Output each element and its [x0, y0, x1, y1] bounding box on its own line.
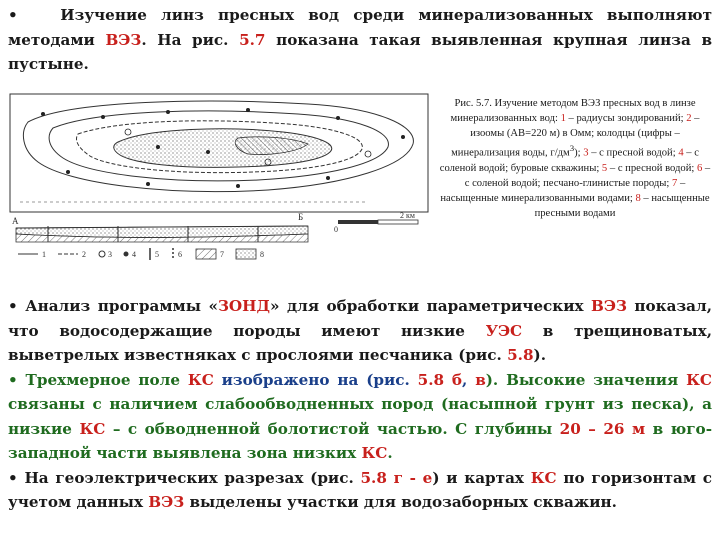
- svg-text:7: 7: [220, 250, 224, 259]
- figure-5-7: [8, 92, 430, 282]
- label-b: Б: [298, 212, 304, 222]
- svg-text:0: 0: [334, 225, 338, 234]
- bullet-item-zond: • Анализ программы «ЗОНД» для обработки параметрических ВЭЗ показал, что водосодержащие породы имеют низкие УЭС в трещиноватых, выветрелых известняках с прослоями песчаника (рис. 5.8).: [8, 297, 713, 364]
- legend: [18, 248, 264, 260]
- intro-text: . На рис.: [141, 30, 240, 49]
- map-diagram: [8, 92, 430, 282]
- intro-text: Изучение линз пресных вод среди минерализованных выполняют методами: [8, 6, 712, 49]
- bullet: •: [8, 468, 18, 487]
- svg-text:8: 8: [260, 250, 264, 259]
- bullets-block: [8, 294, 712, 515]
- label-a: А: [12, 216, 19, 226]
- bullet-item-ks-field: • Трехмерное поле КС изображено на (рис. 5.8 б, в). Высокие значения КС связаны с наличием слабообводненных пород (насыпной грунт из песка), а низкие КС – с обводненной болотистой частью. С глубины 20 – 26 м в юго-западной части выявлена зона низких КС.: [8, 370, 713, 462]
- highlight-term: ВЭЗ: [105, 30, 142, 49]
- svg-text:2: 2: [82, 250, 86, 259]
- bullet-item-sections: • На геоэлектрических разрезах (рис. 5.8 г - е) и картах КС по горизонтам с учетом данных ВЭЗ выделены участки для водозаборных скважин.: [8, 468, 713, 511]
- intro-paragraph: [8, 3, 712, 77]
- figure-ref: 5.7: [239, 30, 266, 49]
- svg-text:1: 1: [42, 250, 46, 259]
- svg-text:6: 6: [178, 250, 182, 259]
- figure-caption: Рис. 5.7. Изучение методом ВЭЗ пресных вод в линзе минерализованных вод: 1 – радиусы зондирований; 2 – изоомы (АВ=220 м) в Омм; колодцы (цифры – минерализация воды, $г/дм^3$); 3 – с пресной водой; 4 – с соленой водой; буровые скважины; 5 – с пресной водой; 6 – с соленой водой; песчано-глинистые породы; 7 – насыщенные минерализованными водами; 8 – насыщенные пресными водами: [439, 98, 711, 220]
- bullet: •: [8, 370, 18, 389]
- bullet: •: [8, 6, 18, 24]
- svg-text:5: 5: [155, 250, 159, 259]
- svg-text:2 км: 2 км: [400, 211, 415, 220]
- svg-text:3: 3: [108, 250, 112, 259]
- intro-text: показана такая выявленная крупная линза в пустыне.: [8, 30, 713, 73]
- bullet: •: [8, 297, 18, 315]
- svg-text:4: 4: [132, 250, 136, 259]
- scale-bar: [334, 211, 418, 234]
